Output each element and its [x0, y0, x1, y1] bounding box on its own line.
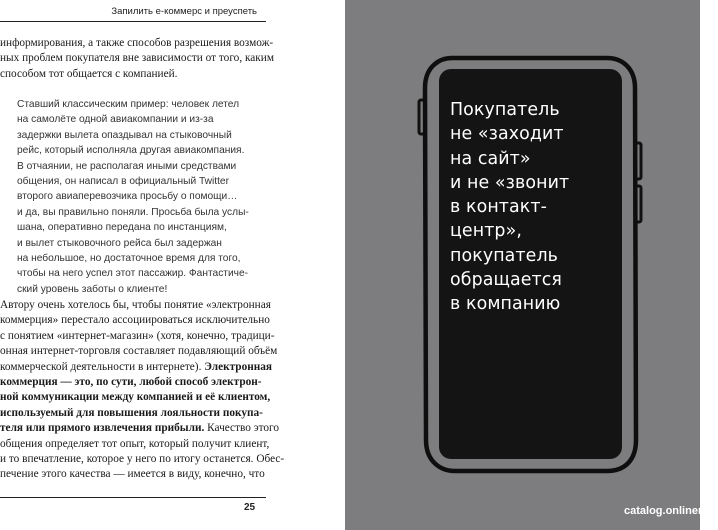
text-line: печение этого качества — имеется в виду, конечно, что	[0, 468, 265, 481]
bold-line: используемый для повышения лояльности покупа-	[0, 406, 263, 419]
text-line	[0, 360, 284, 375]
text-line: онная интернет-торговля составляет подавляющий объём	[0, 345, 278, 358]
text-line: общения определяет тот опыт, который получит клиент,	[0, 437, 270, 450]
phone-text-line: обращается	[450, 270, 562, 291]
quote-line: и вылет стыковочного рейса был задержан	[17, 237, 222, 249]
header-rule	[0, 21, 266, 22]
right-page	[345, 0, 700, 530]
text-line: ных проблем покупателя вне зависимости от того, каким	[0, 52, 274, 65]
text-line: способом тот общается с компанией.	[0, 67, 178, 80]
phone-screen-text	[450, 98, 569, 317]
phone-text-line: и не «звонит	[450, 172, 570, 193]
quote-line: ский уровень заботы о клиенте!	[17, 283, 168, 295]
phone-text-line: не «заходит	[450, 124, 564, 145]
text-segment: Качество этого	[207, 422, 280, 435]
bold-segment: Электронная	[204, 360, 273, 373]
text-line	[0, 421, 284, 436]
page-number: 25	[244, 502, 256, 513]
bold-segment: теля или прямого извлечения прибыли.	[0, 422, 205, 435]
quote-block	[17, 97, 249, 297]
quote-line: на самолёте одной авиакомпании и из-за	[17, 114, 214, 126]
quote-line: В отчаянии, не располагая иными средствами	[17, 160, 237, 172]
quote-line: шана, оперативно передана по инстанциям,	[17, 222, 227, 234]
quote-line: второго авиаперевозчика просьбу о помощи…	[17, 191, 238, 203]
phone-text-line: в контакт-	[450, 197, 547, 218]
watermark: catalog.onliner.by	[624, 505, 718, 517]
quote-line: задержки вылета опаздывал на стыковочный	[17, 129, 232, 141]
text-line: и то впечатление, которое у него по итогу останется. Обес-	[0, 453, 285, 466]
bold-line: ной коммуникации между компанией и её клиентом,	[0, 391, 271, 404]
paragraph-intro	[0, 36, 274, 82]
text-line: информирования, а также способов разрешения возмож-	[0, 37, 274, 49]
phone-text-line: на сайт»	[450, 148, 531, 169]
phone-text-line: Покупатель	[450, 100, 560, 120]
phone-text-line: в компанию	[450, 294, 561, 315]
text-line: коммерция» перестало ассоциироваться исключительно	[0, 314, 270, 327]
quote-line: Ставший классическим пример: человек летел	[17, 99, 240, 110]
quote-line: и да, вы правильно поняли. Просьба была услы-	[17, 206, 249, 218]
text-line: с понятием «интернет-магазин» (хотя, конечно, традици-	[0, 329, 275, 342]
paragraph-main	[0, 298, 284, 483]
left-page	[0, 0, 345, 530]
text-segment: коммерческой деятельности в интернете).	[0, 360, 202, 373]
footer-rule	[0, 497, 266, 498]
bold-line: коммерция — это, по сути, любой способ электрон-	[0, 376, 262, 389]
quote-line: чтобы на него успел этот пассажир. Фантастиче-	[17, 268, 249, 280]
phone-text-line: покупатель	[450, 245, 559, 266]
quote-line: рейс, который исполняла другая авиакомпания.	[17, 145, 245, 157]
running-head: Запилить e-коммерс и преуспеть	[111, 6, 257, 17]
text-line: Автору очень хотелось бы, чтобы понятие «электронная	[0, 299, 271, 311]
quote-line: на небольшое, но достаточное время для того,	[17, 253, 241, 265]
quote-line: общения, он написал в официальный Twitter	[17, 176, 229, 188]
phone-text-line: центр»,	[450, 221, 522, 242]
